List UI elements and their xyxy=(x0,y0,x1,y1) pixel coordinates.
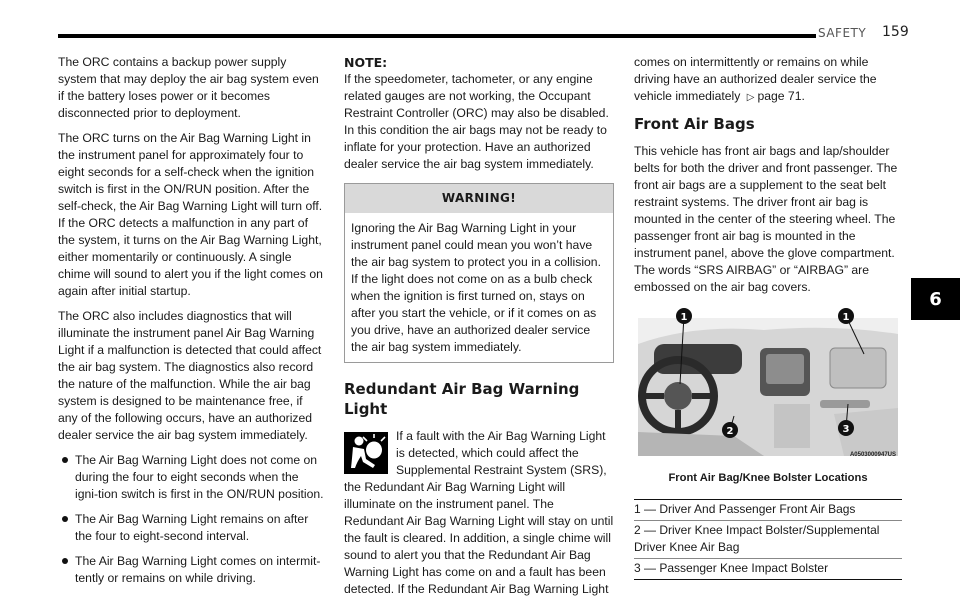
airbag-figure xyxy=(634,304,902,464)
list-item: The Air Bag Warning Light remains on after the four to eight-second interval. xyxy=(58,511,324,545)
figure-legend xyxy=(634,499,902,580)
header-rule xyxy=(58,34,816,38)
legend-item: 2 — Driver Knee Impact Bolster/Supplemental Driver Knee Air Bag xyxy=(634,520,902,558)
paragraph: The ORC turns on the Air Bag Warning Light in the instrument panel for approximately four to eight seconds for a self-check when the ignition switch is first in the ON/RUN position. After the self-check, the Air Bag Warning Light will turn off. If the ORC detects a malfunction in any part of the system, it turns on the Air Bag Warning Light, either momentarily or continuously. A single chime will sound to alert you if the light comes on again after initial startup. xyxy=(58,131,323,298)
column-1 xyxy=(58,54,324,595)
page-ref-arrow-icon: ▷ xyxy=(746,92,755,103)
callout-2 xyxy=(722,422,738,438)
paragraph: The ORC contains a backup power supply system that may deploy the air bag system even if the battery loses power or it becomes disconnected prior to deployment. xyxy=(58,55,319,120)
svg-text:3: 3 xyxy=(842,424,850,435)
paragraph: The ORC also includes diagnostics that will illuminate the instrument panel Air Bag Warning Light if a malfunction is detected that could affect the air bag system. The diagnostics also record the nature of the malfunction. While the air bag system is designed to be maintenance free, if any of the following occurs, have an authorized dealer service the air bag system immediately. xyxy=(58,309,322,442)
note-title: NOTE: xyxy=(344,55,388,70)
figure-caption: Front Air Bag/Knee Bolster Locations xyxy=(668,472,868,484)
warning-title: WARNING! xyxy=(345,184,613,213)
note-body: If the speedometer, tachometer, or any engine related gauges are not working, the Occupant Restraint Controller (ORC) may also be disabled. In this condition the air bags may not be ready to inflate for your protection. Have an authorized dealer service the air bag system immediately. xyxy=(344,72,609,171)
list-item: The Air Bag Warning Light comes on intermit-tently or remains on while driving. xyxy=(58,553,324,587)
section-heading: Redundant Air Bag Warning Light xyxy=(344,380,580,418)
paragraph: If a fault with the Air Bag Warning Light is detected, which could affect the Supplemental Restraint System (SRS), the Redundant Air Bag Warning Light will illuminate on the instrument panel. The Redundant Air Bag Warning Light will stay on until the fault is cleared. In addition, a single chime will sound to alert you that the Redundant Air Bag Warning Light has come on and a fault has been detected. If the Redundant Air Bag Warning Light xyxy=(344,429,614,596)
column-2 xyxy=(344,54,614,606)
warning-body: Ignoring the Air Bag Warning Light in your instrument panel could mean you won’t have the air bag system to protect you in a collision. If the light does not come on as a bulb check when the ignition is first turned on, stays on after you start the vehicle, or if it comes on as you drive, have an authorized dealer service the air bag system immediately. xyxy=(351,221,601,354)
page-number: 159 xyxy=(882,24,909,40)
callout-3 xyxy=(838,420,854,436)
airbag-warning-icon xyxy=(344,432,388,474)
svg-text:1: 1 xyxy=(842,312,850,323)
paragraph xyxy=(634,54,902,106)
svg-text:2: 2 xyxy=(726,426,734,437)
section-heading: Front Air Bags xyxy=(634,115,755,133)
chapter-tab[interactable]: 6 xyxy=(911,278,960,320)
section-title: SAFETY xyxy=(818,26,867,40)
svg-text:1: 1 xyxy=(680,312,688,323)
paragraph: This vehicle has front air bags and lap/shoulder belts for both the driver and front passenger. The front air bags are a supplement to the seat belt restraint systems. The driver front air bag is mounted in the center of the steering wheel. The passenger front air bag is mounted in the instrument panel, above the glove compartment. The words “SRS AIRBAG” or “AIRBAG” are embossed on the air bag covers. xyxy=(634,144,898,294)
bullet-list xyxy=(58,452,324,587)
continuation-text: comes on intermittently or remains on while driving have an authorized dealer service the vehicle immediately xyxy=(634,55,877,103)
callout-1-driver xyxy=(676,308,692,324)
legend-item: 3 — Passenger Knee Impact Bolster xyxy=(634,558,902,579)
list-item: The Air Bag Warning Light does not come on during the four to eight seconds when the igni-tion switch is first in the ON/RUN position. xyxy=(58,452,324,503)
figure-code: A0503000947US xyxy=(849,452,896,458)
page-reference-link[interactable]: page 71. xyxy=(757,89,805,103)
column-3 xyxy=(634,54,902,580)
warning-box xyxy=(344,183,614,363)
legend-item: 1 — Driver And Passenger Front Air Bags xyxy=(634,502,856,516)
callout-1-passenger xyxy=(838,308,854,324)
dashboard-illustration xyxy=(634,304,902,464)
